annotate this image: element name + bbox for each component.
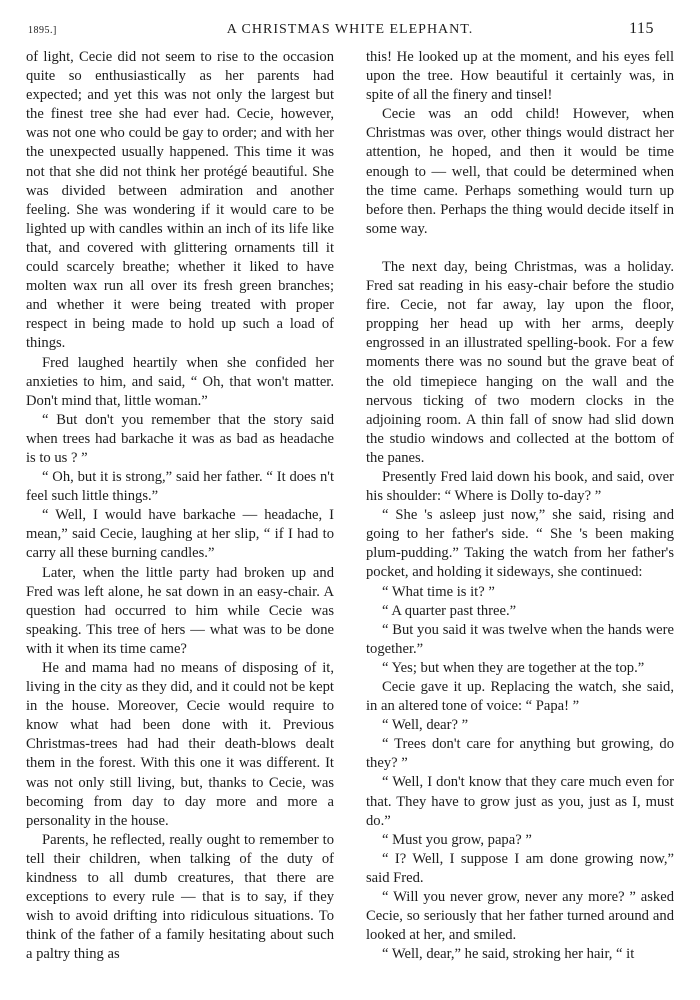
paragraph: “ Will you never grow, never any more? ” asked Cecie, so seriously that her father turned around and looked at her, and smiled. (366, 889, 674, 944)
paragraph: “ But don't you remember that the story said when trees had barkache it was as bad as headache is to us ? ” (26, 411, 334, 466)
left-column (26, 48, 334, 965)
paragraph: “ Well, I don't know that they care much even for that. They have to grow just as you, just as I, must do.” (366, 774, 674, 829)
article-title: A CHRISTMAS WHITE ELEPHANT. (226, 22, 474, 37)
page-number: 115 (629, 20, 654, 37)
paragraph: “ Well, dear,” he said, stroking her hair, “ it (382, 946, 635, 963)
paragraph: “ Trees don't care for anything but growing, do they? ” (366, 736, 674, 772)
paragraph: Cecie gave it up. Replacing the watch, she said, in an altered tone of voice: “ Papa! ” (366, 679, 674, 715)
paragraph: this! He looked up at the moment, and his eyes fell upon the tree. How beautiful it certainly was, in spite of all the finery and tinsel! (366, 49, 674, 104)
paragraph: He and mama had no means of disposing of it, living in the city as they did, and it could not be kept in the house. Moreover, Cecie would require to know what had been done with it. Previous Christmas-trees had had their death-blows dealt them in the forest. With this one it was different. It was not only still living, but, thanks to Cecie, was becoming from day to day more and more a personality in the house. (26, 660, 334, 829)
paragraph: “ I? Well, I suppose I am done growing now,” said Fred. (366, 850, 674, 886)
paragraph: Later, when the little party had broken up and Fred was left alone, he sat down in an easy-chair. A question had occurred to him while Cecie was speaking. This tree of hers — what was to be done with it when its time came? (26, 564, 334, 657)
running-head (26, 20, 674, 42)
paragraph: “ Oh, but it is strong,” said her father. “ It does n't feel such little things.” (26, 469, 334, 505)
right-column (366, 48, 674, 965)
paragraph: The next day, being Christmas, was a holiday. Fred sat reading in his easy-chair before the studio fire. Cecie, not far away, lay upon the floor, propping her head up with her arms, deeply engrossed in an illustrated spelling-book. For a few moments there was no sound but the grave beat of the old timepiece hanging on the wall and the nervous ticking of two modern clocks in the adjoining room. A thin fall of snow had slid down the studio windows and collected at the bottom of the panes. (366, 258, 674, 466)
paragraph: “ What time is it? ” (382, 583, 495, 600)
paragraph: Presently Fred laid down his book, and said, over his shoulder: “ Where is Dolly to-day? ” (366, 468, 674, 505)
paragraph: “ A quarter past three.” (382, 602, 517, 619)
paragraph: of light, Cecie did not seem to rise to the occasion quite so enthusiastically as her parents had expected; and yet this was not only the largest but the finest tree she had ever had. Cecie, however, was not one who could be gay to order; and with her the unexpected usually happened. This time it was not that she did not think her protégé beautiful. She was divided between admiration and another feeling. She was wondering if it would care to be lighted up with candles within an inch of its life like that, and covered with glittering ornaments till it could scarcely breathe; whether it liked to have molten wax run all over its fresh green branches; and whether it were being treated with proper respect in being made to hold up such a load of things. (26, 49, 334, 352)
paragraph: Fred laughed heartily when she confided her anxieties to him, and said, “ Oh, that won't matter. Don't mind that, little woman.” (26, 354, 334, 409)
text-columns (26, 48, 674, 965)
paragraph: “ Well, I would have barkache — headache, I mean,” said Cecie, laughing at her slip, “ if I had to carry all these burning candles.” (26, 507, 334, 562)
paragraph: “ Yes; but when they are together at the top.” (382, 659, 645, 676)
paragraph: “ Must you grow, papa? ” (382, 831, 532, 848)
paragraph: “ Well, dear? ” (382, 717, 469, 734)
paragraph: Cecie was an odd child! However, when Christmas was over, other things would distract her attention, he hoped, and then it would be time enough to — well, that could be determined when the time came. Perhaps something would turn up before then. Perhaps the thing would decide itself in some way. (366, 106, 674, 237)
paragraph: “ She 's asleep just now,” she said, rising and going to her father's side. “ She 's been making plum-pudding.” Taking the watch from her father's pocket, and holding it sideways, she continued: (366, 507, 674, 581)
paragraph: Parents, he reflected, really ought to remember to tell their children, when talking of the duty of kindness to all dumb creatures, that there are exceptions to every rule — that is to say, if they wish to avoid drifting into ridiculous situations. To think of the father of a family hesitating about such a paltry thing as (26, 831, 334, 963)
issue-date: 1895.] (28, 25, 57, 36)
paragraph: “ But you said it was twelve when the hands were together.” (366, 621, 674, 657)
